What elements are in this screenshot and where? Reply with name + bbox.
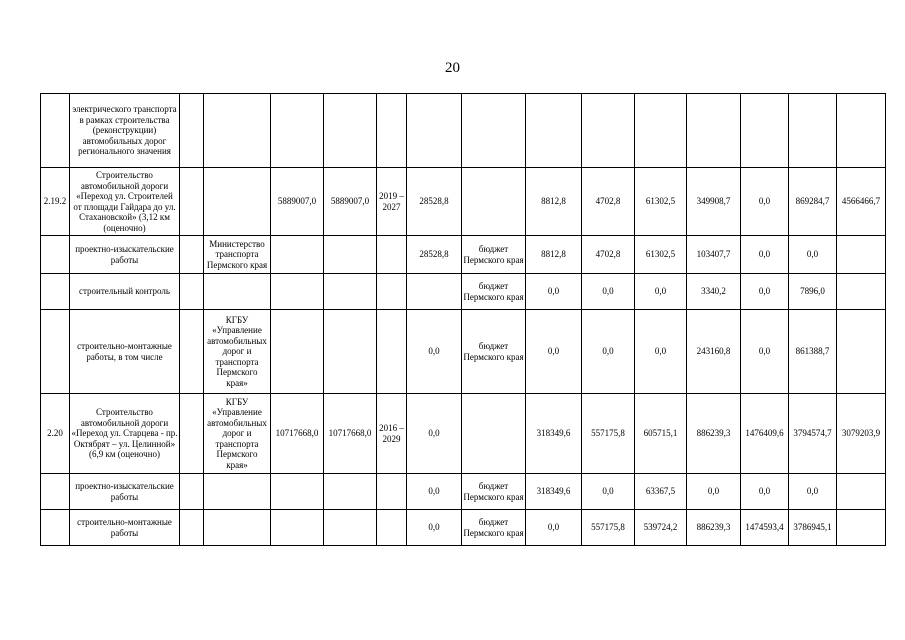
period-cell — [377, 236, 407, 274]
value-cell: 0,0 — [741, 310, 789, 394]
page-number: 20 — [445, 60, 460, 76]
period-cell — [377, 274, 407, 310]
value-cell: 886239,3 — [687, 394, 741, 474]
cost-cell — [324, 236, 377, 274]
executor-cell: Министерство транспорта Пермского края — [204, 236, 271, 274]
item-number-cell — [41, 310, 70, 394]
value-cell: 0,0 — [407, 310, 462, 394]
item-name-cell: проектно-изыскательские работы — [70, 474, 180, 510]
value-cell: 0,0 — [407, 394, 462, 474]
period-cell — [377, 94, 407, 168]
executor-cell — [204, 94, 271, 168]
cost-cell — [324, 94, 377, 168]
value-cell — [635, 94, 687, 168]
value-cell: 28528,8 — [407, 236, 462, 274]
source-cell: бюджет Пермского края — [462, 274, 526, 310]
table-row — [41, 236, 886, 274]
cost-cell — [271, 310, 324, 394]
value-cell: 3794574,7 — [789, 394, 837, 474]
value-cell: 0,0 — [741, 236, 789, 274]
value-cell: 4702,8 — [582, 168, 635, 236]
value-cell — [837, 274, 886, 310]
value-cell — [687, 94, 741, 168]
value-cell: 0,0 — [407, 474, 462, 510]
value-cell: 243160,8 — [687, 310, 741, 394]
cost-cell — [271, 474, 324, 510]
value-cell: 0,0 — [687, 474, 741, 510]
table-cell — [180, 510, 204, 546]
item-number-cell: 2.19.2 — [41, 168, 70, 236]
cost-cell — [324, 510, 377, 546]
value-cell: 869284,7 — [789, 168, 837, 236]
value-cell: 4702,8 — [582, 236, 635, 274]
value-cell: 861388,7 — [789, 310, 837, 394]
value-cell: 0,0 — [526, 510, 582, 546]
value-cell: 318349,6 — [526, 394, 582, 474]
table-cell — [180, 474, 204, 510]
item-name-cell: строительно-монтажные работы, в том числе — [70, 310, 180, 394]
source-cell: бюджет Пермского края — [462, 474, 526, 510]
value-cell — [407, 94, 462, 168]
cost-cell — [324, 310, 377, 394]
budget-table — [40, 93, 886, 546]
item-name-cell: проектно-изыскательские работы — [70, 236, 180, 274]
period-cell — [377, 510, 407, 546]
value-cell — [407, 274, 462, 310]
value-cell — [582, 94, 635, 168]
cost-cell — [324, 274, 377, 310]
cost-cell: 5889007,0 — [271, 168, 324, 236]
value-cell: 0,0 — [582, 274, 635, 310]
value-cell: 63367,5 — [635, 474, 687, 510]
value-cell: 318349,6 — [526, 474, 582, 510]
item-number-cell: 2.20 — [41, 394, 70, 474]
executor-cell — [204, 510, 271, 546]
table-row — [41, 474, 886, 510]
source-cell: бюджет Пермского края — [462, 510, 526, 546]
value-cell: 557175,8 — [582, 510, 635, 546]
table-row — [41, 310, 886, 394]
period-cell — [377, 474, 407, 510]
item-number-cell — [41, 274, 70, 310]
value-cell — [837, 474, 886, 510]
table-cell — [180, 274, 204, 310]
table-cell — [180, 94, 204, 168]
value-cell: 0,0 — [582, 474, 635, 510]
value-cell — [837, 94, 886, 168]
value-cell: 0,0 — [789, 236, 837, 274]
item-number-cell — [41, 236, 70, 274]
table-cell — [180, 310, 204, 394]
value-cell: 605715,1 — [635, 394, 687, 474]
value-cell: 0,0 — [582, 310, 635, 394]
table-cell — [180, 168, 204, 236]
item-name-cell: электрического транспорта в рамках строительства (реконструкции) автомобильных дорог регионального значения — [70, 94, 180, 168]
item-number-cell — [41, 94, 70, 168]
item-name-cell: строительный контроль — [70, 274, 180, 310]
value-cell: 28528,8 — [407, 168, 462, 236]
value-cell: 557175,8 — [582, 394, 635, 474]
value-cell: 8812,8 — [526, 168, 582, 236]
source-cell: бюджет Пермского края — [462, 236, 526, 274]
table-cell — [180, 394, 204, 474]
value-cell: 0,0 — [741, 168, 789, 236]
value-cell: 1476409,6 — [741, 394, 789, 474]
table-row — [41, 274, 886, 310]
value-cell: 886239,3 — [687, 510, 741, 546]
value-cell: 539724,2 — [635, 510, 687, 546]
period-cell: 2016 – 2029 — [377, 394, 407, 474]
value-cell: 0,0 — [635, 274, 687, 310]
value-cell — [789, 94, 837, 168]
value-cell: 8812,8 — [526, 236, 582, 274]
period-cell: 2019 – 2027 — [377, 168, 407, 236]
cost-cell: 10717668,0 — [271, 394, 324, 474]
table-row — [41, 394, 886, 474]
value-cell — [741, 94, 789, 168]
table-cell — [180, 236, 204, 274]
value-cell: 0,0 — [635, 310, 687, 394]
value-cell: 0,0 — [741, 274, 789, 310]
executor-cell — [204, 274, 271, 310]
executor-cell: КГБУ «Управление автомобильных дорог и транспорта Пермского края» — [204, 310, 271, 394]
value-cell: 7896,0 — [789, 274, 837, 310]
value-cell: 3340,2 — [687, 274, 741, 310]
value-cell: 0,0 — [526, 274, 582, 310]
cost-cell — [271, 236, 324, 274]
table-row — [41, 94, 886, 168]
item-name-cell: строительно-монтажные работы — [70, 510, 180, 546]
value-cell: 3786945,1 — [789, 510, 837, 546]
value-cell: 0,0 — [789, 474, 837, 510]
value-cell: 3079203,9 — [837, 394, 886, 474]
item-number-cell — [41, 474, 70, 510]
cost-cell — [324, 474, 377, 510]
value-cell: 0,0 — [407, 510, 462, 546]
value-cell: 4566466,7 — [837, 168, 886, 236]
value-cell: 1474593,4 — [741, 510, 789, 546]
source-cell — [462, 168, 526, 236]
executor-cell: КГБУ «Управление автомобильных дорог и транспорта Пермского края» — [204, 394, 271, 474]
value-cell: 349908,7 — [687, 168, 741, 236]
cost-cell: 10717668,0 — [324, 394, 377, 474]
source-cell — [462, 394, 526, 474]
cost-cell — [271, 274, 324, 310]
value-cell — [837, 310, 886, 394]
value-cell: 61302,5 — [635, 236, 687, 274]
cost-cell — [271, 510, 324, 546]
item-name-cell: Строительство автомобильной дороги «Переход ул. Старцева - пр. Октябрят – ул. Целинной» (6,9 км (оценочно) — [70, 394, 180, 474]
executor-cell — [204, 168, 271, 236]
source-cell — [462, 94, 526, 168]
executor-cell — [204, 474, 271, 510]
cost-cell: 5889007,0 — [324, 168, 377, 236]
value-cell: 103407,7 — [687, 236, 741, 274]
item-name-cell: Строительство автомобильной дороги «Переход ул. Строителей от площади Гайдара до ул. Стахановской» (3,12 км (оценочно) — [70, 168, 180, 236]
period-cell — [377, 310, 407, 394]
value-cell: 0,0 — [526, 310, 582, 394]
value-cell: 0,0 — [741, 474, 789, 510]
value-cell — [526, 94, 582, 168]
value-cell — [837, 510, 886, 546]
value-cell: 61302,5 — [635, 168, 687, 236]
source-cell: бюджет Пермского края — [462, 310, 526, 394]
table-row — [41, 168, 886, 236]
item-number-cell — [41, 510, 70, 546]
cost-cell — [271, 94, 324, 168]
table-row — [41, 510, 886, 546]
value-cell — [837, 236, 886, 274]
